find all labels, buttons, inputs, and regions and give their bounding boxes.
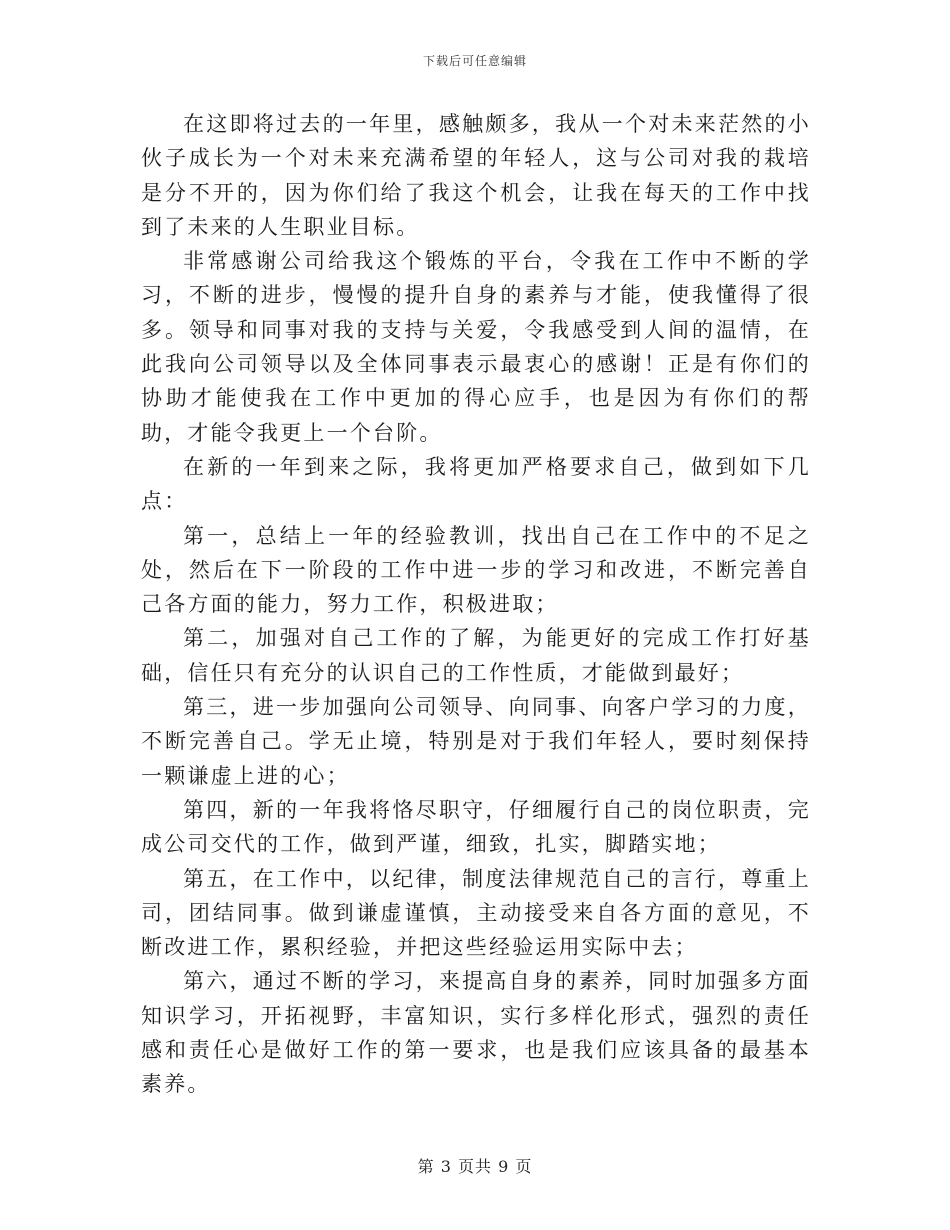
paragraph-reflection: 在这即将过去的一年里，感触颇多，我从一个对未来茫然的小伙子成长为一个对未来充满希望的年轻人，这与公司对我的栽培是分不开的，因为你们给了我这个机会，让我在每天的工作中找到了未来的人生职业目标。 [141,112,811,239]
page-header: 下载后可任意编辑 [422,54,527,68]
document-body [141,107,811,1102]
paragraph-new-year-intro: 在新的一年到来之际，我将更加严格要求自己，做到如下几点： [141,454,811,514]
page-number: 第 3 页共 9 页 [417,1157,533,1176]
paragraph-point-4: 第四，新的一年我将恪尽职守，仔细履行自己的岗位职责，完成公司交代的工作，做到严谨，细致，扎实，脚踏实地； [141,797,811,857]
paragraph-point-2: 第二，加强对自己工作的了解，为能更好的完成工作打好基础，信任只有充分的认识自己的工作性质，才能做到最好； [141,626,811,685]
paragraph-point-1: 第一，总结上一年的经验教训，找出自己在工作中的不足之处，然后在下一阶段的工作中进一步的学习和改进，不断完善自己各方面的能力，努力工作，积极进取； [141,523,811,617]
paragraph-point-5: 第五，在工作中，以纪律，制度法律规范自己的言行，尊重上司，团结同事。做到谦虚谨慎，主动接受来自各方面的意见，不断改进工作，累积经验，并把这些经验运用实际中去； [141,866,811,960]
paragraph-point-3: 第三，进一步加强向公司领导、向同事、向客户学习的力度，不断完善自己。学无止境，特别是对于我们年轻人，要时刻保持一颗谦虚上进的心； [141,695,811,788]
paragraph-point-6: 第六，通过不断的学习，来提高自身的素养，同时加强多方面知识学习，开拓视野，丰富知识，实行多样化形式，强烈的责任感和责任心是做好工作的第一要求，也是我们应该具备的最基本素养。 [141,969,811,1097]
paragraph-gratitude: 非常感谢公司给我这个锻炼的平台，令我在工作中不断的学习，不断的进步，慢慢的提升自身的素养与才能，使我懂得了很多。领导和同事对我的支持与关爱，令我感受到人间的温情，在此我向公司领导以及全体同事表示最衷心的感谢！正是有你们的协助才能使我在工作中更加的得心应手，也是因为有你们的帮助，才能令我更上一个台阶。 [141,249,811,445]
